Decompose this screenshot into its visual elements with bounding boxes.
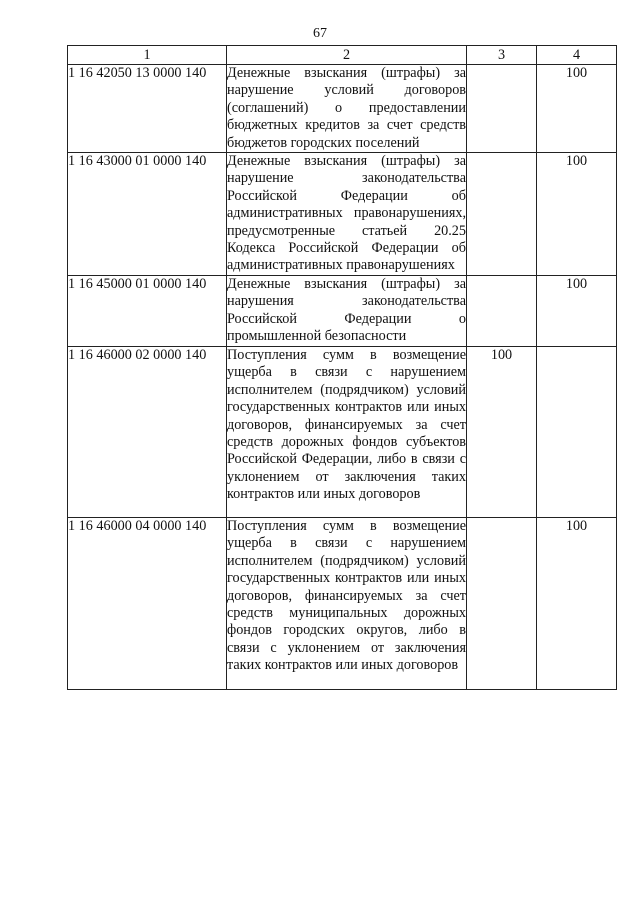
description-text: Денежные взыскания (штрафы) за нарушение законодательства Российской Федерации об административных правонарушениях, предусмотренные статьей 20.25 Кодекса Российской Федерации об административных правонарушениях (227, 153, 466, 274)
description-text: Поступления сумм в возмещение ущерба в связи с нарушением исполнителем (подрядчиком) условий государственных контрактов или иных договоров, финансируемых за счет средств муниципальных дорожных фондов городских округов, либо в связи с уклонением от заключения таких контрактов или иных договоров (227, 517, 466, 674)
description-text: Денежные взыскания (штрафы) за нарушение условий договоров (соглашений) о предоставлении бюджетных кредитов за счет средств бюджетов городских поселений (227, 65, 466, 151)
description-text: Денежные взыскания (штрафы) за нарушения законодательства Российской Федерации о промышленной безопасности (227, 275, 466, 345)
budget-code-cell: 1 16 46000 02 0000 140 (68, 346, 227, 517)
description-text: Поступления сумм в возмещение ущерба в связи с нарушением исполнителем (подрядчиком) условий государственных контрактов или иных договоров, финансируемых за счет средств дорожных фондов субъектов Российской Федерации, либо в связи с уклонением от заключения таких контрактов или иных договоров (227, 346, 466, 503)
table-row (68, 517, 617, 689)
table-row (68, 275, 617, 346)
col3-value-cell (467, 275, 537, 346)
budget-code-cell: 1 16 45000 01 0000 140 (68, 275, 227, 346)
description-cell (227, 517, 467, 689)
description-cell (227, 153, 467, 276)
budget-code-cell: 1 16 42050 13 0000 140 (68, 65, 227, 153)
budget-code-cell: 1 16 43000 01 0000 140 (68, 153, 227, 276)
table-header-row (68, 46, 617, 65)
col4-value-cell: 100 (537, 153, 617, 276)
col3-value-cell (467, 65, 537, 153)
header-col-4: 4 (537, 46, 617, 65)
col4-value-cell: 100 (537, 517, 617, 689)
header-col-3: 3 (467, 46, 537, 65)
description-cell (227, 346, 467, 517)
table-row (68, 153, 617, 276)
col3-value-cell (467, 517, 537, 689)
col4-value-cell: 100 (537, 65, 617, 153)
col4-value-cell (537, 346, 617, 517)
description-cell (227, 65, 467, 153)
budget-code-cell: 1 16 46000 04 0000 140 (68, 517, 227, 689)
page-number: 67 (313, 26, 327, 41)
col3-value-cell (467, 153, 537, 276)
col3-value-cell: 100 (467, 346, 537, 517)
col4-value-cell: 100 (537, 275, 617, 346)
header-col-2: 2 (227, 46, 467, 65)
table-row (68, 65, 617, 153)
description-cell (227, 275, 467, 346)
header-col-1: 1 (68, 46, 227, 65)
table-row (68, 346, 617, 517)
revenue-table (67, 45, 617, 690)
